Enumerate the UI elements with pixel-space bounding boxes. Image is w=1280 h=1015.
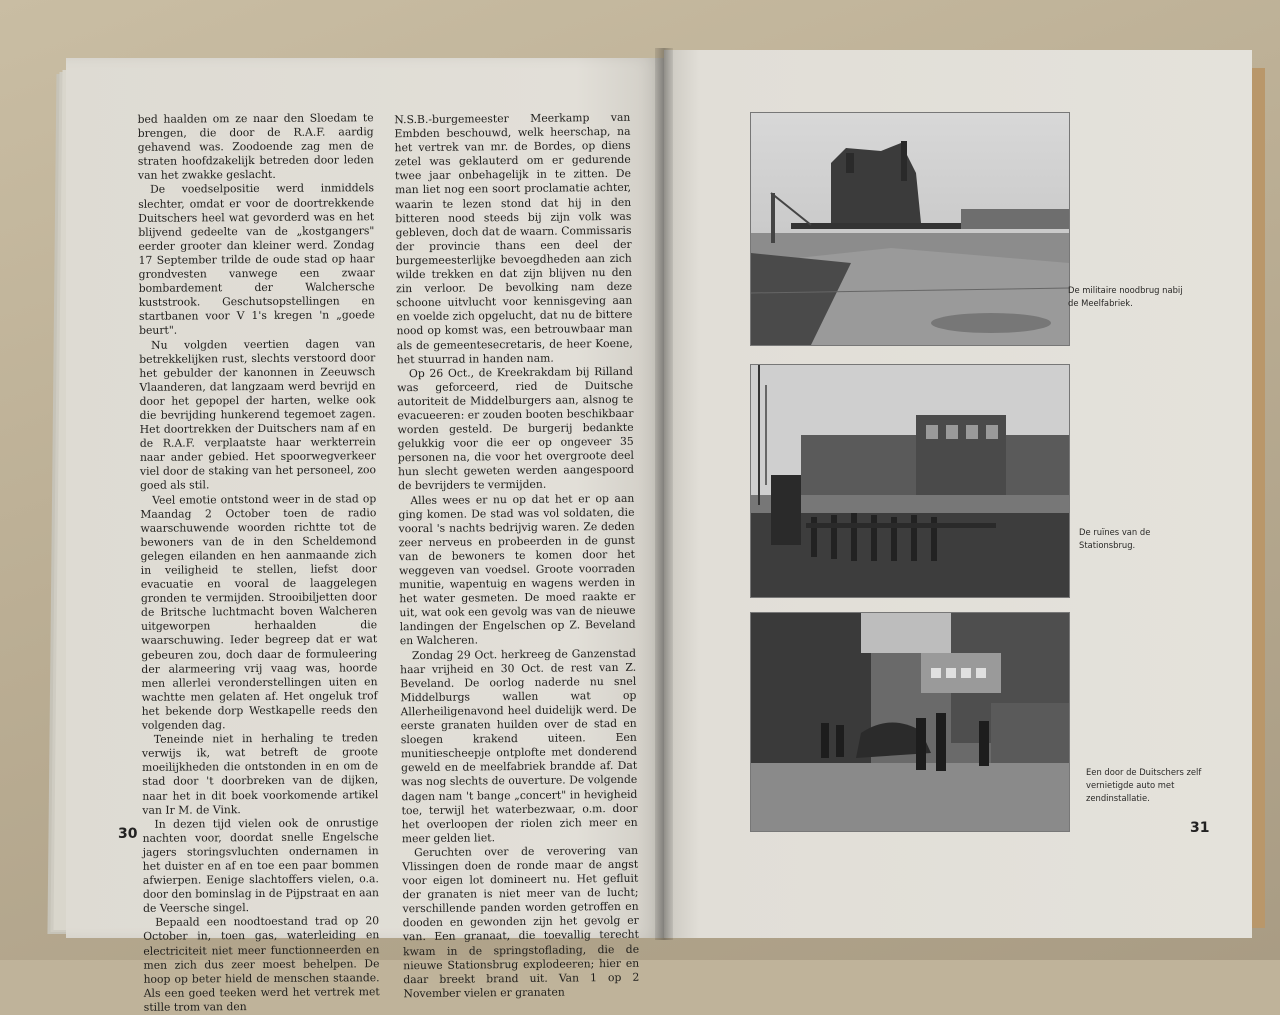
left-text-column-1 [137,111,380,1014]
paragraph: Zondag 29 Oct. herkreeg de Ganzenstad haar vrijheid en 30 Oct. de rest van Z. Beveland. De oorlog naderde nu snel Middelburgs wallen wat op Allerheiligenavond heel duidelijk werd. De eerste granaten huilden over de stad en sloegen krakend uiteen. Een munitiescheepje ontplofte met donderend geweld en de meelfabriek brandde af. Dat was nog slechts de ouverture. De volgende dagen nam 't bange „concert" in hevigheid toe, terwijl het waterbezwaar, o.m. door het overloopen der riolen zich meer en meer gelden liet. [400,646,638,845]
photo-station-bridge-ruins [750,364,1070,598]
paragraph: Op 26 Oct., de Kreekrakdam bij Rilland was geforceerd, ried de Duitsche autoriteit de Middelburgers aan, alsnog te evacueeren: er zouden booten beschikbaar worden gesteld. De burgerij bedankte gelukkig voor die eer op ongeveer 35 personen na, die voor het overgroote deel hun slecht geweten werden aangespoord de bevrijders te vermijden. [397,364,635,493]
paragraph: bed haalden om ze naar den Sloedam te brengen, die door de R.A.F. aardig gehavend was. Zoodoende zag men de straten hoofdzakelijk betreden door leden van het zwakke geslacht. [137,111,374,183]
paragraph: De voedselpositie werd inmiddels slechter, omdat er voor de doortrekkende Duitschers heel wat gevorderd was en het blijvend gedeelte van de „kostgangers" eerder grooter dan kleiner werd. Zondag 17 September trilde de oude stad op haar grondvesten vanwege een zwaar bombardement der Walchersche kuststrook. Geschutsopstellingen en startbanen voor V 1's kregen 'n „goede beurt". [138,181,375,338]
paragraph: Nu volgden veertien dagen van betrekkelijken rust, slechts verstoord door het gebulder der kanonnen in Zeeuwsch Vlaanderen, dat langzaam werd bevrijd en door het gepopel der harten, welke ook die bevrijding hunkerend tegemoet zagen. Het doortrekken der Duitschers nam af en de R.A.F. verplaatste haar werkterrein naar ander gebied. Het spoorwegverkeer viel door de staking van het personeel, zoo goed als stil. [139,336,377,493]
paragraph: Geruchten over de verovering van Vlissingen doen de ronde maar de angst voor eigen lot domineert nu. Het gefluit der granaten is niet meer van de lucht; verschillende panden worden getroffen en dooden en gewonden zijn het gevolg er van. Een granaat, die toevallig terecht kwam in de springstoflading, die de nieuwe Stationsbrug explodeeren; hier en daar breekt brand uit. Van 1 op 2 November vielen er granaten [402,843,640,1001]
paragraph: Bepaald een noodtoestand trad op 20 October in, toen gas, waterleiding en electriciteit niet meer functionneerden en men zich dus zeer moest behelpen. De hoop op beter hield de menschen staande. Als een goed teeken werd het vertrek met stille trom van den [143,914,380,1014]
caption-photo-2: De ruïnes van de Stationsbrug. [1079,527,1151,550]
book-gutter [655,48,673,940]
left-text-column-2 [394,110,640,1001]
caption-photo-1: De militaire noodbrug nabij de Meelfabriek. [1068,285,1183,308]
paragraph: Veel emotie ontstond weer in de stad op Maandag 2 October toen de radio waarschuwende woorden richtte tot de bewoners van de in den Scheldemond gelegen eilanden en hen aanmaande zich in veiligheid te stellen, liefst door evacuatie en vooral de laaggelegen gronden te vermijden. Strooibiljetten door de Britsche luchtmacht boven Walcheren uitgeworpen herhaalden die waarschuwing. Ieder begreep dat er wat gebeuren zou, doch daar de formuleering der alarmeering vrij vaag was, hoorde men allerlei veronderstellingen uiten en wachtte men gelaten af. Het ongeluk trof het bekende dorp Westkapelle reeds den volgenden dag. [140,491,378,732]
paragraph: In dezen tijd vielen ook de onrustige nachten voor, doordat snelle Engelsche jagers storingsvluchten ondernamen in het duister en af en toe een paar bommen afwierpen. Eenige slachtoffers vielen, o.a. door den bominslag in de Pijpstraat en aan de Veersche singel. [142,815,380,916]
paragraph: Teneinde niet in herhaling te treden verwijs ik, wat betreft de groote moeilijkheden die ontstonden in en om de stad door 't doorbreken van de dijken, naar het in dit boek voorkomende artikel van Ir M. de Vink. [141,731,379,817]
photo-destroyed-car [750,612,1070,832]
paragraph: Alles wees er nu op dat het er op aan ging komen. De stad was vol soldaten, die vooral 's nachts bedrijvig waren. Ze deden zeer nerveus en probeerden in de gunst van de bewoners te komen door het weggeven van voedsel. Groote voorraden munitie, wapentuig en wagens werden in het water gesmeten. De moed raakte er uit, wat ook een gevolg was van de nieuwe landingen der Engelschen op Z. Beveland en Walcheren. [398,491,636,648]
page-number-right: 31 [1190,820,1210,836]
page-number-left: 30 [118,826,138,842]
caption-photo-3: Een door de Duitschers zelf vernietigde auto met zendinstallatie. [1086,767,1202,803]
photo-emergency-bridge [750,112,1070,346]
paragraph: N.S.B.-burgemeester Meerkamp van Embden beschouwd, welk heerschap, na het vertrek van mr. de Bordes, op diens zetel was geklauterd om er gedurende twee jaar onbehagelijk in te zitten. De man liet nog een soort proclamatie achter, waarin te lezen stond dat hij in den bitteren nood steeds bij zijn volk was gebleven, doch dat de waarn. Commissaris der provincie thans een deel der burgemeesterlijke bevoegdheden aan zich wilde trekken en dat zijn blijven nu den zin verloor. De bevolking nam deze schoone uitvlucht voor kennisgeving aan en voelde zich opgelucht, dat nu de bittere nood op komst was, een betrouwbaar man als de gemeentesecretaris, de heer Koene, het stuurrad in handen nam. [394,110,633,366]
